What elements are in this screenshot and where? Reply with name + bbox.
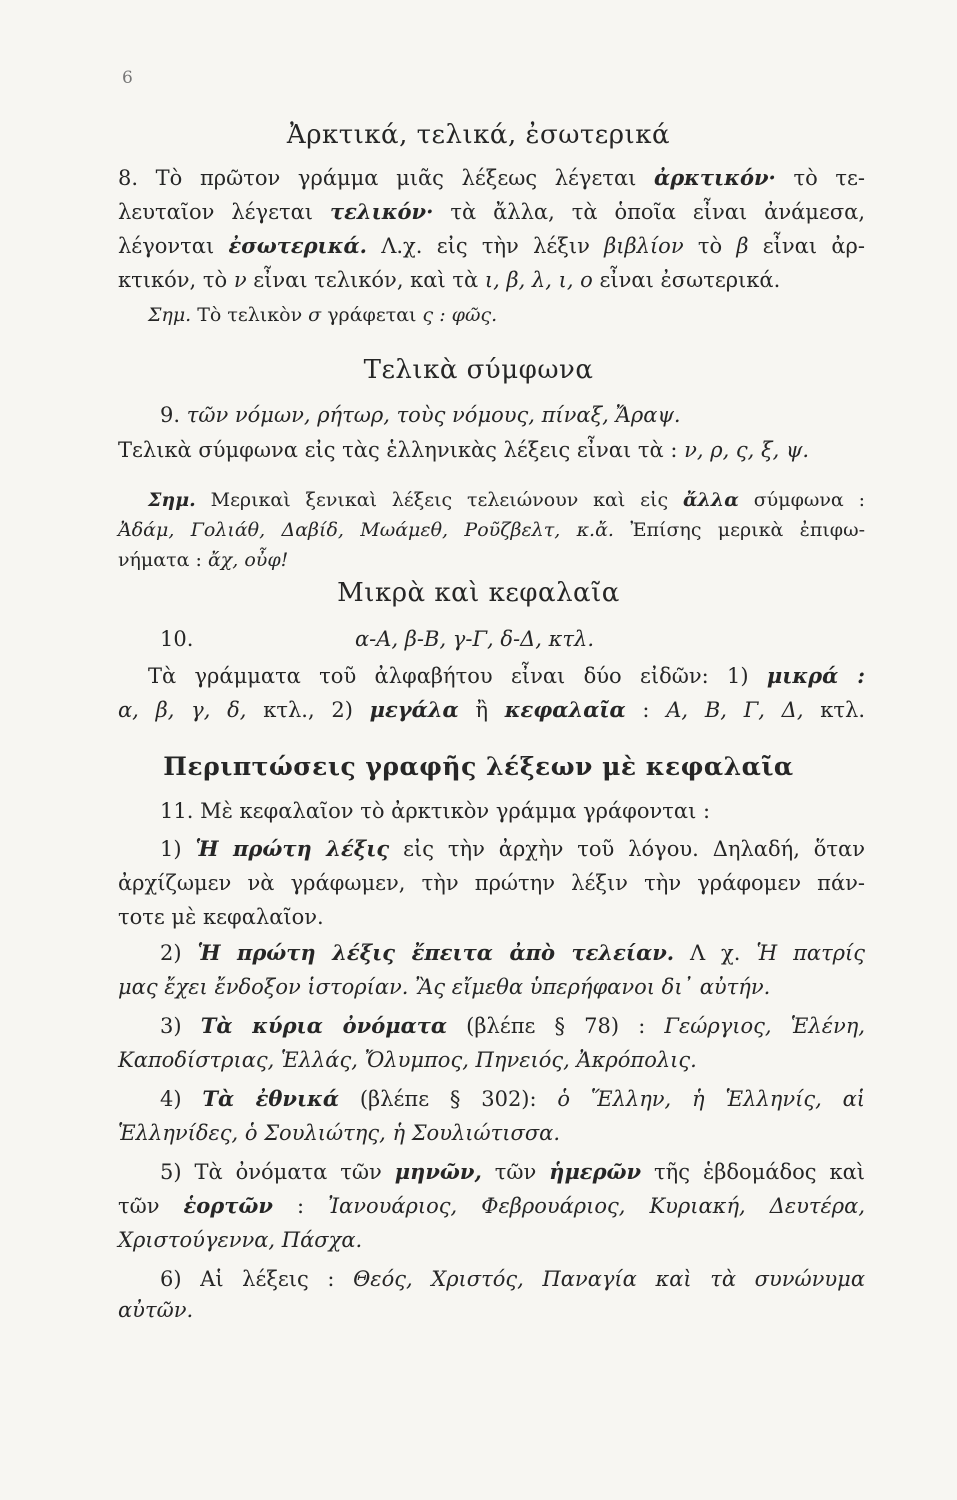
rule-4-line-2: Ἑλληνίδες, ὁ Σουλιώτης, ἡ Σουλιώτισσα. [118,1121,561,1145]
rule-1-line-1: 1) Ἡ πρώτη λέξις εἰς τὴν ἀρχὴν τοῦ λόγου. Δηλαδή, ὅταν [160,836,865,861]
para-9-note-line-1: Σημ. Μερικαὶ ξενικαὶ λέξεις τελειώνουν καὶ εἰς ἄλλα σύμφωνα : [148,489,865,511]
para-8-line-1: 8. Τὸ πρῶτον γράμμα μιᾶς λέξεως λέγεται ἀρκτικόν· τὸ τε- [118,165,865,190]
rule-1-line-2: ἀρχίζωμεν νὰ γράφωμεν, τὴν πρώτην λέξιν τὴν γράφομεν πάν- [118,871,865,895]
para-8-line-4: κτικόν, τὸ ν εἶναι τελικόν, καὶ τὰ ι, β, λ, ι, ο εἶναι ἐσωτερικά. [118,268,781,292]
rule-3-line-1: 3) Τὰ κύρια ὀνόματα (βλέπε § 78) : Γεώργιος, Ἑλένη, [160,1013,866,1038]
rule-1-line-3: τοτε μὲ κεφαλαῖον. [118,905,324,929]
para-10-line-2: Τὰ γράμματα τοῦ ἀλφαβήτου εἶναι δύο εἰδῶν: 1) μικρά : [148,663,865,688]
rule-3-line-2: Καποδίστριας, Ἑλλάς, Ὄλυμπος, Πηνειός, Ἀκρόπολις. [118,1048,697,1072]
para-8-note: Σημ. Τὸ τελικὸν σ γράφεται ς : φῶς. [148,304,498,326]
para-8-line-2: λευταῖον λέγεται τελικόν· τὰ ἄλλα, τὰ ὁποῖα εἶναι ἀνάμεσα, [118,199,866,224]
para-9-note-line-2: Ἀδάμ, Γολιάθ, Δαβίδ, Μωάμεθ, Ροῦζβελτ, κ.ἄ. Ἐπίσης μερικὰ ἐπιφω- [118,519,866,541]
para-8-line-3: λέγονται ἐσωτερικά. Λ.χ. εἰς τὴν λέξιν βιβλίον τὸ β εἶναι ἀρ- [118,233,865,258]
rule-2-line-1: 2) Ἡ πρώτη λέξις ἔπειτα ἀπὸ τελείαν. Λ χ. Ἡ πατρίς [160,940,866,965]
heading-cases-capital-letters: Περιπτώσεις γραφῆς λέξεων μὲ κεφαλαῖα [163,752,794,781]
para-10-line-3: α, β, γ, δ, κτλ., 2) μεγάλα ἢ κεφαλαῖα : Α, Β, Γ, Δ, κτλ. [118,697,866,722]
rule-5-line-2: τῶν ἑορτῶν : Ἰανουάριος, Φεβρουάριος, Κυριακή, Δευτέρα, [118,1193,866,1218]
para-10-number: 10. [160,627,194,651]
para-9-line-2: Τελικὰ σύμφωνα εἰς τὰς ἑλληνικὰς λέξεις εἶναι τὰ : ν, ρ, ς, ξ, ψ. [118,438,810,462]
rule-5-line-3: Χριστούγεννα, Πάσχα. [118,1228,363,1252]
heading-final-consonants: Τελικὰ σύμφωνα [363,355,594,385]
heading-small-and-capital: Μικρὰ καὶ κεφαλαῖα [337,578,620,608]
rule-2-line-2: μας ἔχει ἔνδοξον ἱστορίαν. Ἂς εἴμεθα ὑπερήφανοι δι᾽ αὐτήν. [118,975,771,999]
para-10-letter-pairs: α-Α, β-Β, γ-Γ, δ-Δ, κτλ. [355,627,595,651]
rule-6-line-2: αὐτῶν. [118,1298,194,1322]
rule-4-line-1: 4) Τὰ ἐθνικά (βλέπε § 302): ὁ Ἕλλην, ἡ Ἑλληνίς, αἱ [160,1086,865,1111]
rule-5-line-1: 5) Τὰ ὀνόματα τῶν μηνῶν, τῶν ἡμερῶν τῆς ἑβδομάδος καὶ [160,1159,865,1184]
page-number: 6 [122,68,133,88]
para-11-intro: 11. Μὲ κεφαλαῖον τὸ ἀρκτικὸν γράμμα γράφονται : [160,799,711,823]
heading-initial-final-internal: Ἀρκτικά, τελικά, ἐσωτερικά [286,120,671,150]
para-9-note-line-3: νήματα : ἄχ, οὖφ! [118,549,289,571]
rule-6-line-1: 6) Αἱ λέξεις : Θεός, Χριστός, Παναγία καὶ τὰ συνώνυμα [160,1267,866,1291]
para-9-examples: 9. τῶν νόμων, ρήτωρ, τοὺς νόμους, πίναξ, Ἄραψ. [160,403,681,427]
